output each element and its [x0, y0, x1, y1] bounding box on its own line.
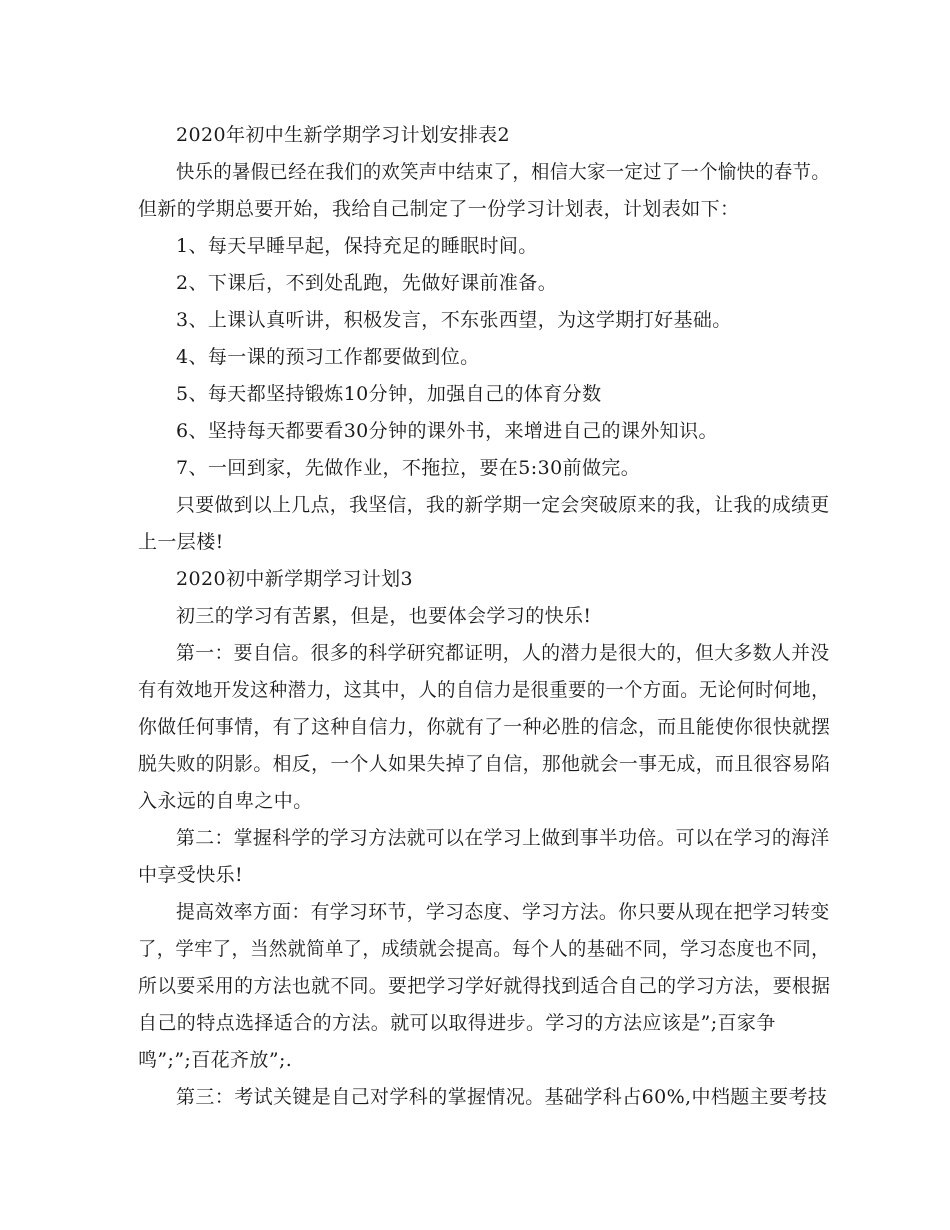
intro-paragraph-line: 快乐的暑假已经在我们的欢笑声中结束了，相信大家一定过了一个愉快的春节。 [176, 161, 831, 183]
plan-item-6: 6、坚持每天都要看30分钟的课外书，来增进自己的课外知识。 [176, 420, 718, 442]
paragraph-2-line: 中享受快乐! [138, 864, 244, 886]
paragraph-1-line: 你做任何事情，有了这种自信力，你就有了一种必胜的信念，而且能使你很快就摆 [138, 716, 831, 738]
section-heading-1: 2020年初中生新学期学习计划安排表2 [176, 124, 511, 146]
paragraph-3-line: 鸣”;”;百花齐放”;. [138, 1049, 293, 1071]
intro-sentence: 初三的学习有苦累，但是，也要体会学习的快乐! [176, 605, 592, 627]
paragraph-1-line: 有有效地开发这种潜力，这其中，人的自信力是很重要的一个方面。无论何时何地， [138, 679, 830, 701]
paragraph-3-line: 提高效率方面：有学习环节，学习态度、学习方法。你只要从现在把学习转变 [176, 901, 830, 923]
closing-paragraph-line: 只要做到以上几点，我坚信，我的新学期一定会突破原来的我，让我的成绩更 [176, 494, 830, 516]
plan-item-7: 7、一回到家，先做作业，不拖拉，要在5:30前做完。 [176, 457, 641, 479]
plan-item-2: 2、下课后，不到处乱跑，先做好课前准备。 [176, 272, 558, 294]
paragraph-1-line: 脱失败的阴影。相反，一个人如果失掉了自信，那他就会一事无成，而且很容易陷 [138, 753, 831, 775]
paragraph-3-line: 自己的特点选择适合的方法。就可以取得进步。学习的方法应该是”;百家争 [138, 1012, 776, 1034]
plan-item-4: 4、每一课的预习工作都要做到位。 [176, 346, 480, 368]
section-heading-2: 2020初中新学期学习计划3 [176, 568, 414, 590]
plan-item-1: 1、每天早睡早起，保持充足的睡眠时间。 [176, 235, 538, 257]
intro-paragraph-line: 但新的学期总要开始，我给自己制定了一份学习计划表，计划表如下： [138, 198, 740, 220]
plan-item-3: 3、上课认真听讲，积极发言，不东张西望，为这学期打好基础。 [176, 309, 732, 331]
paragraph-1-line: 入永远的自卑之中。 [138, 790, 313, 812]
paragraph-3-line: 所以要采用的方法也就不同。要把学习学好就得找到适合自己的学习方法，要根据 [138, 975, 831, 997]
plan-item-5: 5、每天都坚持锻炼10分钟，加强自己的体育分数 [176, 383, 602, 405]
paragraph-3-line: 了，学牢了，当然就简单了，成绩就会提高。每个人的基础不同，学习态度也不同， [138, 938, 830, 960]
closing-paragraph-line: 上一层楼! [138, 531, 224, 553]
paragraph-1-line: 第一：要自信。很多的科学研究都证明，人的潜力是很大的，但大多数人并没 [176, 642, 830, 664]
paragraph-4-line: 第三：考试关键是自己对学科的掌握情况。基础学科占60%,中档题主要考技 [176, 1086, 828, 1108]
paragraph-2-line: 第二：掌握科学的学习方法就可以在学习上做到事半功倍。可以在学习的海洋 [176, 827, 830, 849]
